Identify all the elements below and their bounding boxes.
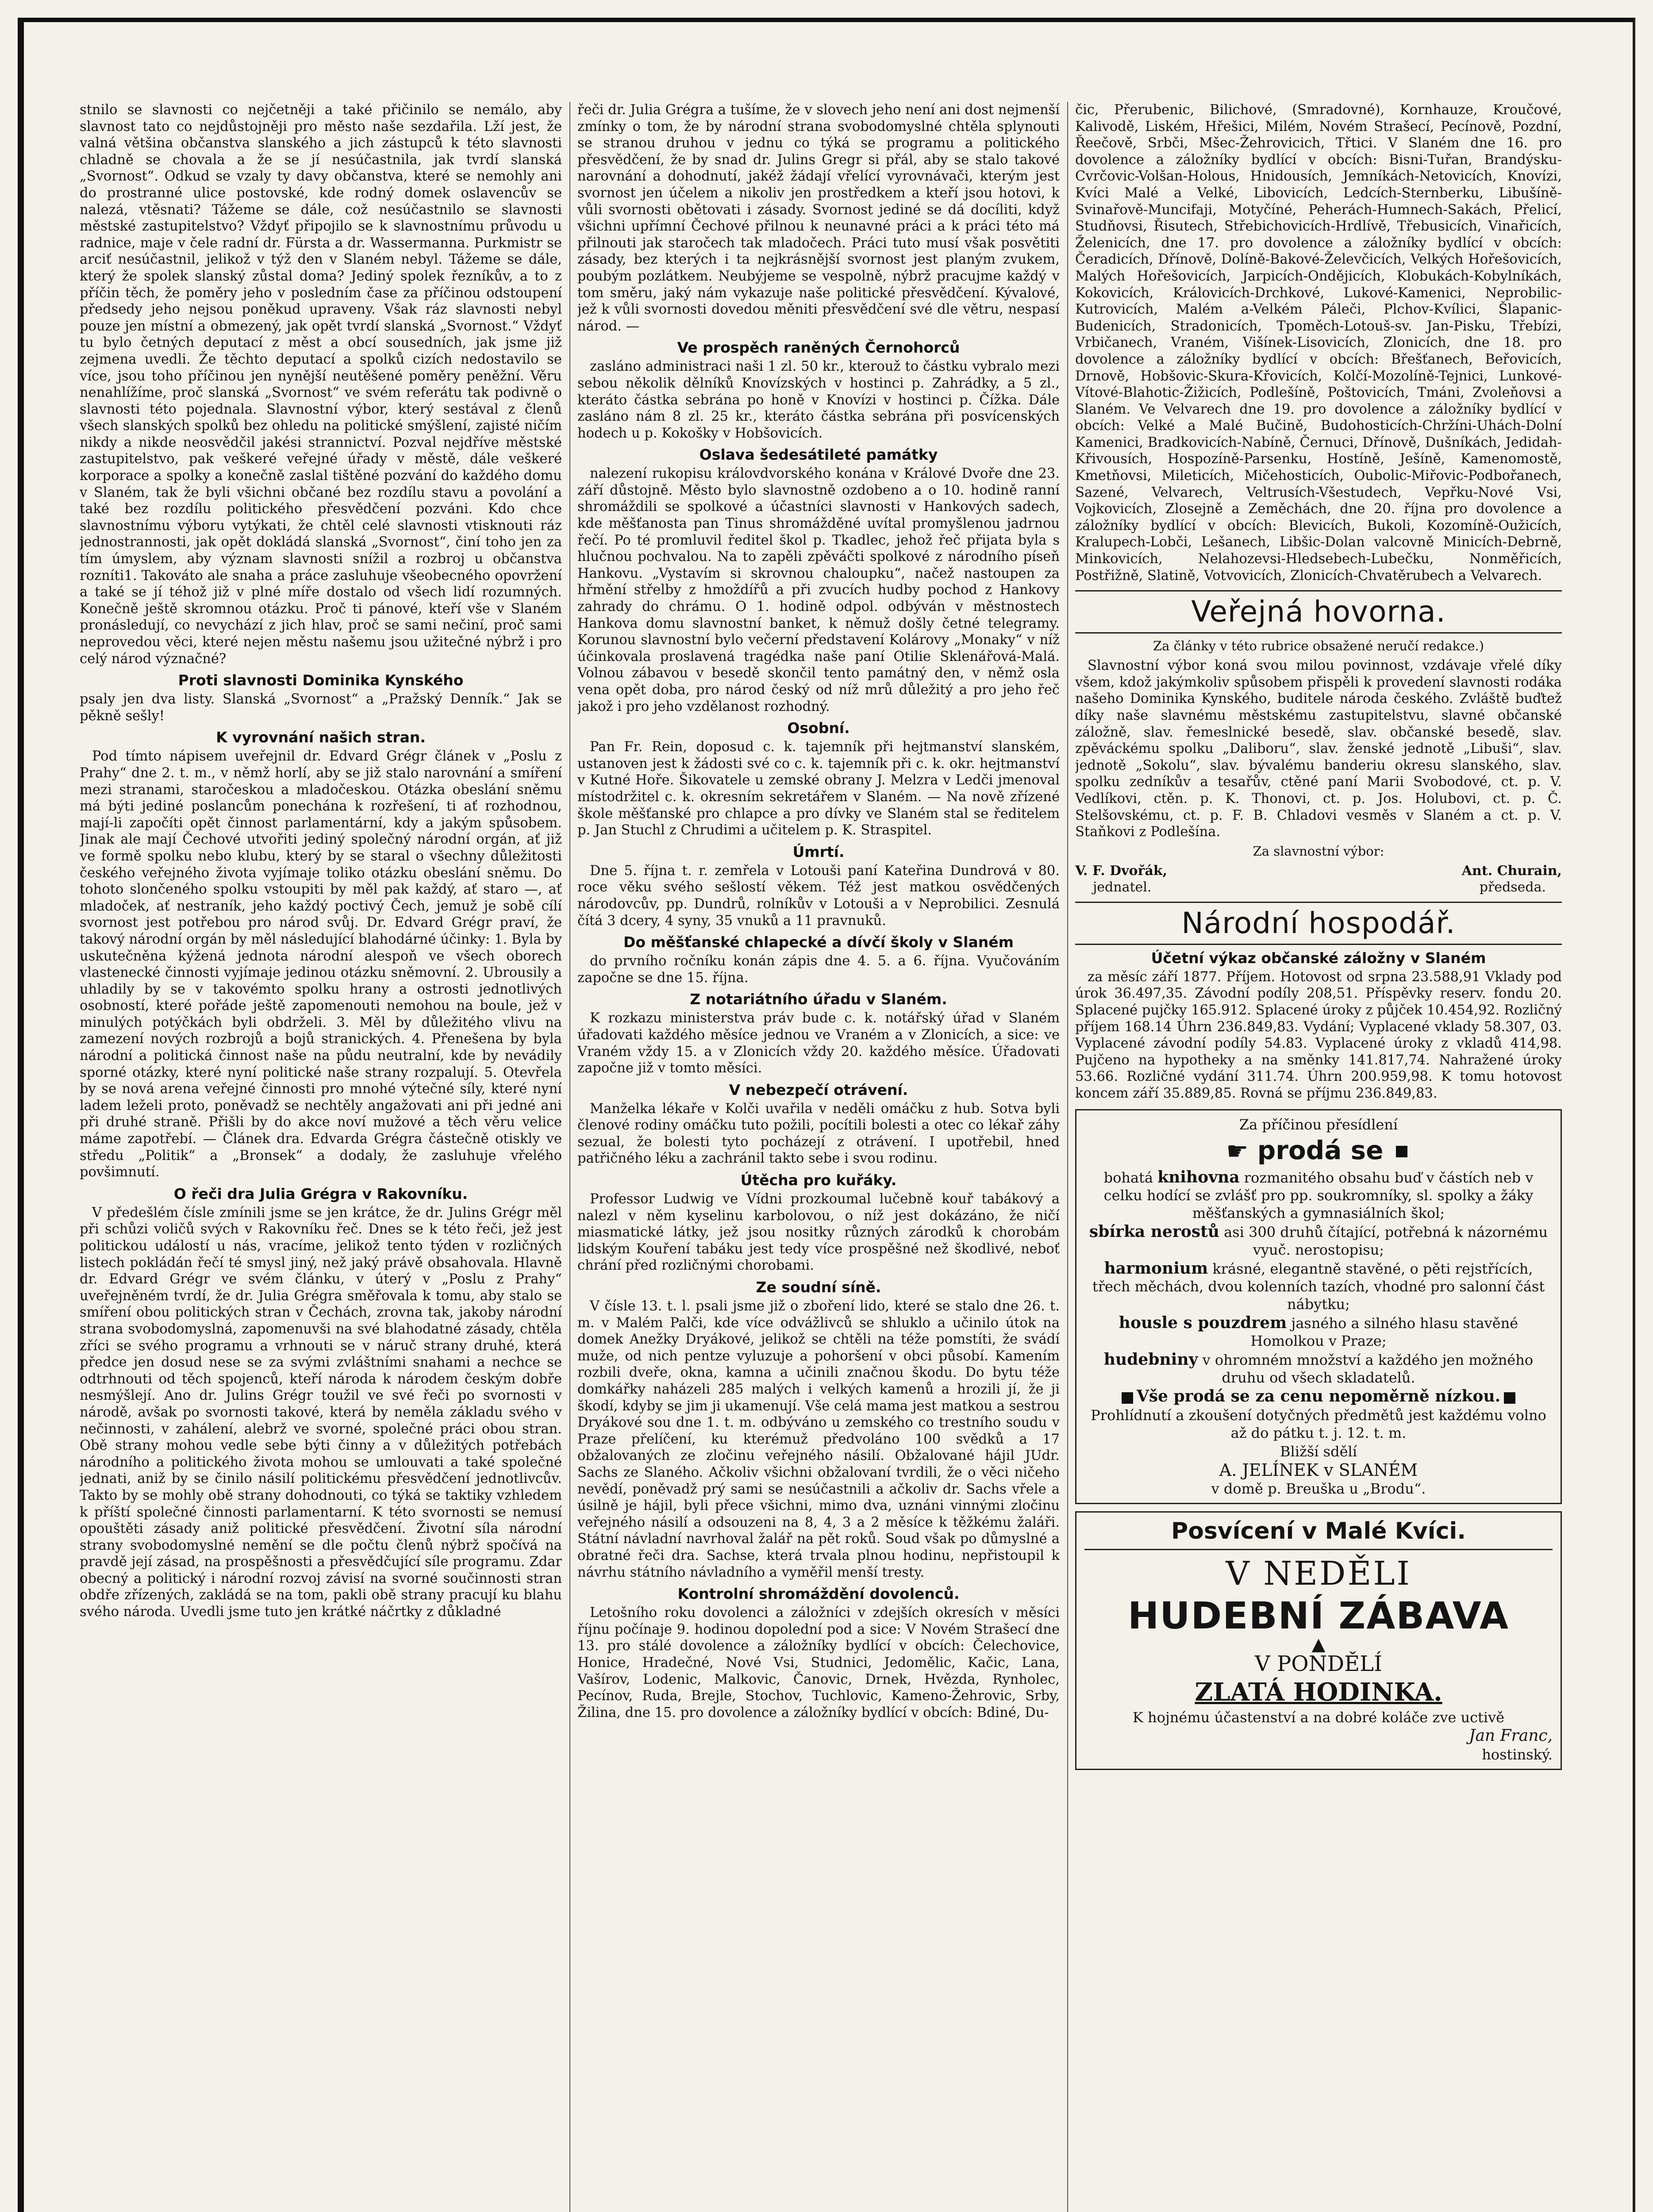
ad-event: HUDEBNÍ ZÁBAVA (1127, 1594, 1509, 1638)
signatory-name: V. F. Dvořák, (1075, 863, 1168, 879)
section-header (1075, 902, 1562, 945)
committee-line: Za slavnostní výbor: (1253, 843, 1384, 859)
article-heading: Z notariátního úřadu v Slaném. (690, 991, 947, 1008)
column-2 (577, 102, 1060, 2212)
article-text: za měsíc září 1877. Příjem. Hotovost od srpna 23.588,91 Vklady pod úrok 36.497,35. Závodní podíly 208,51. Příspěvky reserv. fondu 20. Splacené pujčky 165.912. Splacené úroky z půjček 10.454,92. Rozličný příjem 168.14 Úhrn 236.849,83. Vydání; Vyplacené vklady 58.307, 03. Vyplacené závodní podíly 54.83. Vyplacené úroky z vkladů 414,98. Pujčeno na hypotheky a na směnky 141.817,74. Nahražené úroky 53.66. Rozličné vydání 311.74. Úhrn 200.959,98. K tomu hotovost koncem září 35.889,85. Rovná se příjmu 236.849,83. (1075, 969, 1562, 1101)
column-1 (80, 102, 562, 2212)
article-heading: V nebezpečí otrávení. (729, 1081, 908, 1098)
signatory-name: Ant. Churain, (1461, 863, 1562, 879)
article-heading: Ve prospěch raněných Černohorců (677, 339, 960, 357)
section-disclaimer: Za články v této rubrice obsažené neručí redakce.) (1153, 638, 1484, 654)
ad-day: V NEDĚLI (1226, 1555, 1411, 1593)
ad-day: V PONDĚLÍ (1255, 1651, 1382, 1677)
article-text: V předešlém čísle zmínili jsme se jen krátce, že dr. Julins Grégr měl při schůzi voličů svých v Rakovníku řeč. Dnes se k této řeči, jež jest politickou událostí u nás, vracíme, jelikož tento týden v rozličných listech pokládán řečí té smysl jiný, než jaký právě obsahovala. Hlavně dr. Edvard Grégr ve svém článku, v úterý v „Poslu z Prahy“ uveřejněném tvrdí, že dr. Julia Grégra směřovala k tomu, aby stalo se smíření obou politických stran v Čechách, zrovna tak, jakoby národní strana svobodomyslná, zapomenuvši na své blahodatné zásady, chtěla zříci se svého programu a vrhnouti se v náruč strany druhé, která předce jen dosud nese se za svými zvláštními snahami a nechce se odtrhnouti od těch spojenců, kteří národa k národem českým dobře nesmýšlejí. Ano dr. Julins Grégr toužil ve své řeči po svornosti v národě, avšak po svornosti takové, která by neměla základu svého v nečinnosti, v zahálení, alebrž ve svorné, společné práci obou stran. Obě strany mohou vedle sebe býti činny a v důležitých potřebách národního a politického života mohou se umlouvati a také společné jednati, aniž by se činilo násilí politickému přesvědčení jednotlivcův. Takto by se mohly obě strany dohodnouti, co týká se taktiky vzhledem k příští společné činnosti parlamentarní. K této svornosti se nemusí opouštěti zásady aniž politické přesvědčení. Životní síla národní strany svobodomyslné nemění se dle počtu členů nýbrž spočívá na pravdě její zásad, na prospěšnosti a přesvědčující síle programu. Zdar obecný a politický i národní rozvoj závisí na svorné součinnosti stran obdře zřízených, zakládá se na tom, pakli obě strany pracují ku blahu svého národa. Uvedli jsme tuto jen krátké náčrtky z důkladné (80, 1205, 562, 1620)
ad-line: Bližší sdělí (1280, 1443, 1357, 1460)
article-heading: K vyrovnání našich stran. (216, 729, 426, 746)
ad-line: hudebniny v ohromném množství a každého jen možného druhu od všech skladatelů. (1103, 1350, 1534, 1386)
ornament-icon: ▲ (1311, 1634, 1326, 1655)
ad-line: Za příčinou přesídlení (1239, 1116, 1398, 1133)
article-text: Pan Fr. Rein, doposud c. k. tajemník při hejtmanství slanském, ustanoven jest k žádosti své co c. k. tajemník při c. k. okr. hejtmanství v Kutné Hoře. Šikovatele u zemské obrany J. Melzra v Ledči jmenoval místodržitel c. k. okresním sekretářem v Slaném. — Na nově zřízené škole měšťanské pro chlapce a pro dívky ve Slaném stal se ředitelem p. Jan Stuchl z Chrudimi a učitelem p. K. Straspitel. (577, 739, 1060, 838)
article-text: do prvního ročníku konán zápis dne 4. 5. a 6. října. Vyučováním započne se dne 15. října. (577, 953, 1060, 986)
article-heading: Účetní výkaz občanské záložny v Slaném (1151, 949, 1486, 967)
article-text: Pod tímto nápisem uveřejnil dr. Edvard Grégr článek v „Poslu z Prahy“ dne 2. t. m., v němž horlí, aby se již stalo narovnání a smíření mezi stranami, staročeskou a mladočeskou. Otázka obeslání sněmu má býti jediné poslancům ponechána k rozřešení, ti ať rozhodnou, mají-li započíti opět činnost parlamentární, kdy a jakým spůsobem. Jinak ale mají Čechové utvořiti jediný společný národní orgán, ať již ve formě spolku nebo klubu, který by se staral o všechny důležitosti českého veřejného života vyjímaje toliko otázku obeslání sněmu. Do tohoto slončeného spolku vstoupiti by měl pak každý, ať staro —, ať mladoček, ať nestraník, jeho každý poctivý Čech, jemuž je sobě cílí svornost jest potřebou pro národ svůj. Dr. Edvard Grégr praví, že takový národní orgán by měl následující blahodárné účinky: 1. Byla by uskutečněna kýžená jednota národní alespoň ve všech oborech vlastenecké činnosti vyjímaje jedinou otázku sněmovní. 2. Ubrousily a uhladily by se v takovémto spolku hrany a ostrosti jednotlivých osobností, které pořáde ještě zapomenouti nemohou na boule, jež v minulých potýčkách byli obdrželi. 3. Měl by důležitého vlivu na zamezení nových rozbrojů a bojů stranických. 4. Přenešena by byla národní a politická činnost naše na půdu neutralní, kde by nevádily sporné otázky, které nyní politické naše strany rozpalují. 5. Otevřela by se nová arena veřejné činnosti pro mnohé výtečné síly, které nyní ladem leželi proto, poněvadž se nechtěly angažovati ani při jedné ani při druhé straně. Přišli by do akce noví mužové a těch věru velice máme zapotřebí. — Článek dra. Edvarda Grégra částečně otiskly ve středu „Politik“ a „Bronsek“ a dodaly, že zasluhuje vřelého povšimnutí. (80, 749, 562, 1180)
square-bullet-icon (1396, 1146, 1407, 1157)
square-bullet-icon (1122, 1392, 1133, 1404)
article-heading: Úmrtí. (792, 843, 845, 860)
ad-headline (1084, 1134, 1553, 1168)
article-heading: Osobní. (787, 719, 850, 737)
ad-line: Vše prodá se za cenu nepoměrně nízkou. (1084, 1387, 1553, 1406)
section-title: Národní hospodář. (1181, 906, 1456, 940)
article-text: V čísle 13. t. l. psali jsme již o zboření lido, které se stalo dne 26. t. m. v Malém Palči, kde více odvážlivců se shluklo a učinilo útok na domek Anežky Dryákové, jelikož se chtěli na téže pomstíti, že svádí muže, od nich pentze vyluzuje a pohoršení v obci působí. Kamením rozbili dveře, okna, kamna a učinili značnou škodu. Do bytu téže domkářky naházeli 285 malých i velkých kamenů a hrozili jí, že ji škodí, kdyby se jim ji ukamenují. Vše celá mama jest matkou a sestrou Dryákové sou dne 1. t. m. odbýváno u zemského co trestního soudu v Praze přelíčení, ku kterémuž předvoláno 100 svědků a 17 obžalovaných ze zločinu veřejného násilí. Obžalované hájil JUdr. Sachs ze Slaného. Ačkoliv všichni obžalovaní tvrdili, že o věci ničeho nevědí, poněvadž prý sami se nesúčastnili a ačkoliv dr. Sachs vřele a úsilně je hájil, byli přece všichni, mimo dva, uznáni vinnými zločinu veřejného násilí a odsouzeni na 8, 4, 3 a 2 měsíce k těžkému žaláři. Státní návladní navrhoval žalář na pět roků. Soud však po důmyslné a obratné řeči dra. Sachse, která trvala plnou hodinu, nepřistoupil k návrhu státního návladního a vyměřil menší tresty. (577, 1298, 1060, 1580)
article-heading: O řeči dra Julia Grégra v Rakovníku. (173, 1185, 468, 1202)
ad-line: housle s pouzdrem jasného a silného hlasu stavěné Homolkou v Praze; (1119, 1313, 1518, 1350)
ad-role: hostinský. (1482, 1746, 1553, 1763)
ad-line: sbírka nerostů asi 300 druhů čítající, potřebná k názornému vyuč. nerostopisu; (1089, 1222, 1548, 1259)
article-text: K rozkazu ministerstva práv bude c. k. notářský úřad v Slaném úřadovati každého měsíce jednou ve Vraném a v Zlonicích, a sice: ve Vraném vždy 15. a v Zlonicích vždy 20. každého měsíce. Úřadovati započne již v tomto měsíci. (577, 1010, 1060, 1076)
signatory-role: předseda. (1479, 879, 1546, 895)
article-text: Letošního roku dovolenci a záložníci v zdejších okresích v měsíci říjnu počínaje 9. hodinou dopolední pod a sice: V Novém Strašecí dne 13. pro stálé dovolence a záložníky bydlící v obcích: Čelechovice, Honice, Hradečné, Nové Vsi, Studnici, Jedomělic, Kačic, Lana, Vašírov, Lodenic, Malkovic, Čanovic, Drnek, Hvězda, Rynholec, Pecínov, Ruda, Brejle, Stochov, Tuchlovic, Kameno-Žehrovic, Srby, Žilina, dne 15. pro dovolence a záložníky bydlící v obcích: Bdiné, Du- (577, 1605, 1060, 1720)
article-heading: Kontrolní shromáždění dovolenců. (677, 1585, 960, 1603)
article-text: zasláno administraci naši 1 zl. 50 kr., kterouž to částku vybralo mezi sebou několik dělníků Knovízských v hostinci p. Zahrádky, a 5 zl., kteráto částka sebrána po honě v Knovízi v hostinci p. Čížka. Dále zasláno nám 8 zl. 25 kr., kteráto částka sebrána při posvícenských hodech u p. Kokošky v Hobšovicích. (577, 359, 1060, 441)
article-heading: Proti slavnosti Dominika Kynského (178, 672, 464, 689)
article-text: Professor Ludwig ve Vídni prozkoumal lučebně kouř tabákový a nalezl v něm kyselinu karbolovou, o níž jest dokázáno, že ničí miasmatické látky, jež jsou nositky různých zárodků k chorobám lidským Kouření tabáku jest tedy více prospěšné než škodlivé, neboť chrání před rozličnými chorobami. (577, 1191, 1060, 1274)
article-heading: Oslava šedesátileté památky (699, 446, 938, 464)
article-heading: Útěcha pro kuřáky. (740, 1171, 897, 1189)
article-text: Manželka lékaře v Kolči uvařila v neděli omáčku z hub. Sotva byli členové rodiny omáčku tuto požili, pocítili bolesti a otec co lékař záhy sezual, že bolesti tyto pocházejí z otrávení. I upotřebil, hned patřičného léku a zachránil takto sebe i svou rodinu. (577, 1101, 1060, 1167)
ad-line: bohatá knihovna rozmanitého obsahu buď v částích neb v celku hodící se zvlášť pro pp. soukromníky, sl. spolky a žáky měšťanských a gymnasiálních škol; (1103, 1168, 1534, 1222)
article-heading: Ze soudní síně. (756, 1279, 881, 1296)
article-text: nalezení rukopisu královdvorského konána v Králové Dvoře dne 23. září důstojně. Město bylo slavnostně ozdobeno a o 10. hodině ranní shromáždili se spolkové a účastníci slavnosti v Hankových sadech, kde měšťanosta pan Tinus shromážděné uvítal promyšlenou jadrnou řečí. Po té promluvil ředitel škol p. Tkadlec, jehož řeč přijata byla s hlučnou pochvalou. Na to zapěli zpěváčti spolkové z národního píseň Hankovu. „Vystavím si skrovnou chaloupku“, načež nastoupen za hřmění střelby z hmoždířů a při zvucích hudby pochod z Hankovy zahrady do chrámu. O 1. hodině odpol. odbýván v městnostech Hankova domu slavnostní banket, k němuž došly četné telegramy. Korunou slavnostní bylo večerní představení Kolárovy „Monaky“ v níž účinkovala proslavená tragédka naše paní Otilie Sklenářová-Malá. Volnou zábavou v besedě skončil tento památný den, v němž osla vena opět doba, pro národ český od níž mrů důležitý a pro jeho řeč jakož i pro jeho vzdělanost rozhodný. (577, 466, 1060, 714)
article-text: stnilo se slavnosti co nejčetněji a také přičinilo se nemálo, aby slavnost tato co nejdůstojněji pro město naše sezdařila. Lží jest, že valná většina občanstva slanského a jich zástupců k této slavnosti chladně se chovala a že se jí nesúčastnila, jak tvrdí slanská „Svornost“. Odkud se vzaly ty davy občanstva, které se nemohly ani do prostranné ulice postovské, kde rodný domek oslavencův se nalezá, vtěsnati? Tážeme se dále, což nesúčastnilo se slavnosti městské zastupitelstvo? Vždyť připojilo se k slavnostnímu průvodu u radnice, maje v čele radní dr. Fürsta a dr. Wassermanna. Purkmistr se arciť nesúčastnil, jelikož v týž den v Slaném nebyl. Tážeme se dále, který že spolek slanský zůstal doma? Jediný spolek řezníkův, a to z příčin těch, že poměry jeho v posledním čase za příčinou odstoupení předsedy jeho nejsou poněkud upraveny. Však ráz slavnosti nebyl pouze jen místní a obmezený, jak opět tvrdí slanská „Svornost.“ Vždyť tu bylo četných deputací z měst a obcí sousedních, jak jsme již zejmena uvedli. Že těchto deputací a spolků cizích nedostavilo se více, jsou toho příčinou jen nynější neutěšené poměry peněžní. Věru nenahlížíme, proč slanská „Svornost“ ve svém referátu tak podivně o slavnosti této pojednala. Slavnostní výbor, který sestával z členů všech slanských spolků bez ohledu na politické smýšlení, zajisté ničím nikdy a nikde neosvědčil jakési strannictví. Pozval nejdříve městské zastupitelstvo, pak veškeré veřejné úřady v městě, dále veškeré korporace a spolky a konečně zaslal tištěné pozvání do každého domu v Slaném, tak že byli všichni občané bez rozdílu stavu a povolání a také bez rozdílu politického přesvědčení pozváni. Kdo chce slavnostnímu výboru vytýkati, že chtěl celé slavnosti vtisknouti ráz jednostrannosti, jak opět dokládá slanská „Svornost“, činí toho jen za tím úmyslem, aby význam slavnosti snížil a rozbroj u občanstva rozníti1. Takováto ale snaha a práce zasluhuje všeobecného opovržení a také se jí téhož již v plné míře dostalo od všech lidí rozumných. Konečně ještě skromnou otázku. Proč ti pánové, kteří vše v Slaném pronásledují, co nevychází z jich hlav, proč se sami nečiní, proč sami neprovedou věci, které nejen městu našemu jsou užitečné nýbrž i pro celý národ význačné? (80, 102, 562, 667)
newspaper-page (80, 102, 1562, 2212)
article-text: Dne 5. října t. r. zemřela v Lotouši paní Kateřina Dundrová v 80. roce věku svého sešlostí věkem. Též jest matkou osvědčených národovcův, pp. Dundrů, rolníkův v Lotouši a v Neprobilici. Zesnulá čítá 3 dcery, 4 syny, 35 vnuků a 11 pravnuků. (577, 863, 1060, 929)
column-3 (1075, 102, 1562, 2212)
ad-signature: Jan Franc, (1469, 1727, 1553, 1745)
advertisement-feast (1075, 1511, 1562, 1770)
section-title: Veřejná hovorna. (1191, 595, 1446, 629)
signature-row (1075, 863, 1562, 895)
article-text: psaly jen dva listy. Slanská „Svornost“ a „Pražský Denník.“ Jak se pěkně sešly! (80, 691, 562, 724)
section-header (1075, 590, 1562, 634)
ad-title: Posvícení v Malé Kvíci. (1171, 1518, 1466, 1545)
article-text: řeči dr. Julia Grégra a tušíme, že v slovech jeho není ani dost nejmenší zmínky o tom, že by národní strana svobodomyslné chtěla splynouti se stranou druhou v jednu co týká se programu a politického přesvědčení, že by snad dr. Julins Gregr si přál, aby se stalo takové narovnání a dohodnutí, jakéž žádají vřelící vyrovnávači, kterým jest svornost jen účelem a nikoliv jen prostředkem a kteří jsou hotovi, k vůli svornosti obětovati i zásady. Svornost jediné se dá docíliti, když všichni upřímní Čechové přilnou k neunavné práci a k práci této má přilnouti jak staročech tak mladočech. Práci tuto musí však posvětiti zásady, bez kterých i ta nejkrásnější svornost jest planým zvukem, poubým pozlátkem. Neubýjeme se vespolně, nýbrž pracujme každý v tom směru, jaký nám vykazuje naše politické přesvědčení. Kývalové, jež k vůli svornosti dovedou měniti přesvědčení své dle větru, nespasí národ. — (577, 102, 1060, 334)
article-heading: Do měšťanské chlapecké a dívčí školy v Slaném (623, 933, 1014, 951)
ad-event: ZLATÁ HODINKA. (1195, 1678, 1442, 1707)
signatory-role: jednatel. (1093, 879, 1152, 895)
article-text: Slavnostní výbor koná svou milou povinnost, vzdávaje vřelé díky všem, kdož jakýmkoliv spůsobem přispěli k provedení slavnosti rodáka našeho Dominika Kynského, buditele národa českého. Zvláště buďtež díky naše slavnému městskému zastupitelstvu, slavné občanské záložně, slav. řemeslnické besedě, slav. občanské besedě, slav. zpěváckému spolku „Daliboru“, slav. ženské jednotě „Libuši“, slav. jednotě „Sokolu“, slav. bývalému banderiu okresu slanského, slav. spolku zedníkův a tesařův, ctěné paní Marii Svobodové, ct. p. V. Vedlíkovi, ctěn. p. K. Thonovi, ct. p. Jos. Holubovi, ct. p. Č. Stelšovskému, ct. p. F. B. Chladovi vesměs v Slaném a ct. p. V. Staňkovi z Podlešína. (1075, 658, 1562, 840)
ad-headline-text: prodá se (1257, 1135, 1384, 1165)
pointing-hand-icon: ☛ (1226, 1137, 1249, 1166)
ad-address: v domě p. Breuška u „Brodu“. (1211, 1480, 1426, 1498)
column-divider (569, 102, 570, 2212)
article-text: čic, Přerubenic, Bilichové, (Smradovné), Kornhauze, Kroučové, Kalivodě, Liském, Hřešici, Milém, Novém Strašecí, Pecínově, Pozdní, Řeečově, Srbči, Mšec-Žehrovicich, Třtici. V Slaném dne 16. pro dovolence a záložníky bydlící v obcích: Bisni-Tuřan, Brandýsku-Cvrčovic-Volšan-Holous, Hnidousích, Jemníkách-Netovicích, Knovízi, Kvíci Malé a Velké, Libovicích, Ledcích-Sternberku, Libušíně-Svinařově-Muncifaji, Motyčíné, Peherách-Humnech-Sakách, Přelicí, Studňovsi, Řisutech, Střebichovicích-Hrdlívě, Třebusicích, Vinařicích, Želenicích, dne 17. pro dovolence a záložníky bydlící v obcích: Čeradicích, Dřínově, Dolíně-Bakové-Želevčicích, Velkých Hořešovicích, Malých Hořešovicích, Jarpicích-Ondějicích, Klobukách-Kobylníkách, Kokovicích, Královicích-Drchkové, Lukové-Kamenici, Neprobilic-Kutrovicích, Malém a-Velkém Páleči, Plchov-Kvílici, Šlapanic-Budenicích, Stradonicích, Tpoměch-Lotouš-sv. Jan-Pisku, Třebízi, Vrbičanech, Vraném, Višínek-Lisovicích, Zlonicích, dne 18. pro dovolence a záložníky bydlící v obcích: Břešťanech, Beřovicích, Drnově, Hobšovic-Skura-Křovicích, Kolčí-Mozolíně-Tejnici, Lunkové-Vítové-Blahotic-Žižicích, Podlešíně, Poštovicích, Tmáni, Zvoleňovsi a Slaném. Ve Velvarech dne 19. pro dovolence a záložníky bydlící v obcích: Velké a Malé Bučině, Budohosticích-Chržíni-Uhách-Dolní Kamenici, Bradkovicích-Nabíně, Černuci, Dřínově, Dušníkách, Jedidah-Křivousích, Hospozíně-Parsenku, Hostíně, Ješíně, Kamenomostě, Kmetňovsi, Mileticích, Mičehosticích, Oubolic-Miřovic-Podbořanech, Sazené, Velvarech, Veltrusích-Všestudech, Vepřku-Nové Vsi, Vojkovicích, Zlosejně a Zeměchách, dne 20. října pro dovolence a záložníky bydlící v obcích: Blevicích, Bukoli, Kozomíně-Oužicích, Kralupech-Lobči, Lešanech, Libšic-Dolan valcovně Minicích-Debrně, Minkovicích, Nelahozevsi-Hledsebech-Lubečku, Nonměřicích, Postřižně, Slatině, Votvovicích, Zlonicích-Chvatěrubech a Velvarech. (1075, 102, 1562, 584)
column-divider (1067, 102, 1068, 2212)
ad-line: K hojnému účastenství a na dobré koláče zve uctivě (1132, 1709, 1505, 1726)
advertisement-sale (1075, 1109, 1562, 1505)
square-bullet-icon (1504, 1392, 1515, 1404)
ad-line: harmonium krásné, elegantně stavěné, o pěti rejstřících, třech měchách, dvou kolenních tazích, vhodné pro salonní část nábytku; (1092, 1259, 1545, 1313)
ad-line: Prohlídnutí a zkoušení dotyčných předmětů jest každému volno až do pátku t. j. 12. t. m. (1091, 1407, 1546, 1442)
ad-advertiser: A. JELÍNEK v SLANÉM (1219, 1460, 1418, 1480)
